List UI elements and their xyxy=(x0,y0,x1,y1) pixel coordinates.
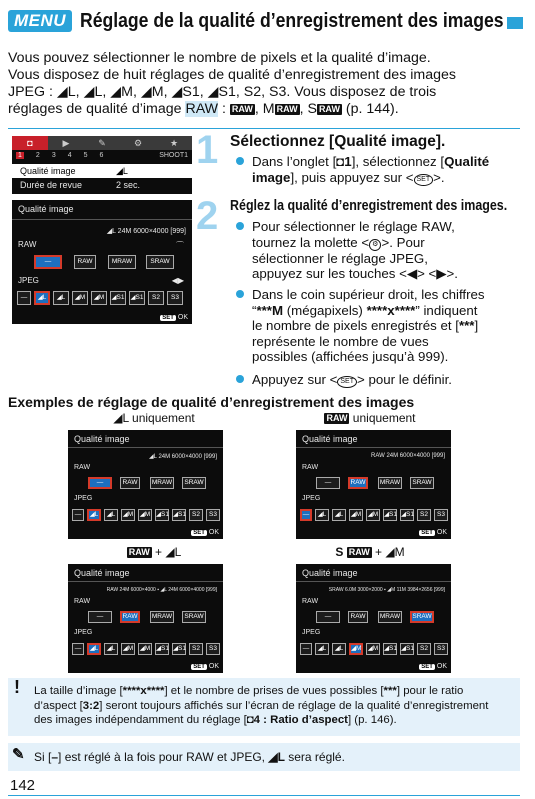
jpeg-option[interactable]: S3 xyxy=(206,643,220,655)
jpeg-option[interactable]: S2 xyxy=(417,509,431,521)
jpeg-option[interactable]: ◢S1 xyxy=(129,291,145,305)
raw-option[interactable]: MRAW xyxy=(150,611,174,623)
jpeg-option[interactable]: — xyxy=(300,643,312,655)
main-dial-icon: ⚙ xyxy=(369,239,381,251)
jpeg-option[interactable]: ◢M xyxy=(72,291,88,305)
caution-icon: ! xyxy=(14,677,20,697)
example-caption: ◢L uniquement xyxy=(113,411,195,425)
tab-number-row xyxy=(16,152,188,159)
raw-option[interactable]: — xyxy=(316,477,340,489)
set-ok-button[interactable]: SET OK xyxy=(421,663,447,670)
page-title: Réglage de la qualité d’enregistrement des images xyxy=(80,9,504,32)
mymenu-tab-icon[interactable]: ★ xyxy=(169,138,179,148)
divider xyxy=(12,219,192,220)
jpeg-option[interactable]: ◢S1 xyxy=(155,643,169,655)
jpeg-option[interactable]: ◢S1 xyxy=(110,291,126,305)
example-caption: RAW uniquement xyxy=(326,411,416,425)
memo-note: ✎ Si [–] est réglé à la fois pour RAW et JPEG, ◢L sera réglé. xyxy=(8,743,520,771)
jpeg-option[interactable]: S3 xyxy=(206,509,220,521)
step-heading: Sélectionnez [Qualité image]. xyxy=(230,133,446,150)
jpeg-option[interactable]: ◢M xyxy=(91,291,107,305)
tool-tab-icon[interactable]: ✎ xyxy=(98,138,106,148)
quality-info: ◢L 24M 6000×4000 [999] xyxy=(106,228,186,235)
examples-heading: Exemples de réglage de qualité d’enregistrement des images xyxy=(8,394,415,410)
bullet-dot-icon xyxy=(236,375,244,383)
raw-highlight: RAW xyxy=(185,101,219,117)
jpeg-option[interactable]: ◢L xyxy=(332,643,346,655)
jpeg-option[interactable]: ◢M xyxy=(349,509,363,521)
step-heading: Réglez la qualité d’enregistrement des images. xyxy=(230,198,508,214)
raw-icon: RAW xyxy=(318,104,340,114)
menu-badge: MENU xyxy=(8,10,72,32)
jpeg-option[interactable]: ◢L xyxy=(332,509,346,521)
tab-number[interactable]: 3 xyxy=(51,152,56,159)
raw-icon: RAW xyxy=(276,104,298,114)
example-caption: S RAW + ◢M xyxy=(335,545,405,559)
caution-note: ! La taille d’image [****x****] et le nombre de prises de vues possibles [***] pour le ratio d’aspect [3:2] seront toujours affichés sur l’écran de réglage de la qualité d’enregistrement des images indépendamment du réglage [◘4 : Ratio d’aspect] (p. 146). xyxy=(8,678,520,736)
jpeg-option[interactable]: ◢S1 xyxy=(383,509,397,521)
jpeg-label: JPEG xyxy=(18,276,39,285)
jpeg-option[interactable]: ◢L xyxy=(34,291,50,305)
step1-bullet: Dans l’onglet [◘1], sélectionnez [Qualité image], puis appuyez sur < SET >. xyxy=(252,154,522,186)
jpeg-option[interactable]: ◢S1 xyxy=(172,643,186,655)
memo-icon: ✎ xyxy=(12,746,25,763)
jpeg-option[interactable]: ◢M xyxy=(138,509,152,521)
raw-option[interactable]: SRAW xyxy=(410,477,434,489)
raw-option[interactable]: MRAW xyxy=(150,477,174,489)
raw-option[interactable]: SRAW xyxy=(182,611,206,623)
raw-icon: RAW xyxy=(231,104,253,114)
jpeg-option[interactable]: ◢M xyxy=(366,509,380,521)
set-ok-button[interactable]: SET OK xyxy=(162,314,188,321)
step2-bullet: Appuyez sur < SET > pour le définir. xyxy=(252,372,524,388)
jpeg-option[interactable]: ◢L xyxy=(53,291,69,305)
raw-option-sraw[interactable]: SRAW xyxy=(146,255,174,269)
example-screen-sraw-plus-jpeg: Qualité image SRAW 6.0M 3000×2000 ▪ ◢M 11M 3984×2656 [999] RAW — RAW MRAW SRAW JPEG — ◢L ◢L ◢M ◢M ◢S1 ◢S1 S2 S3 SET OK xyxy=(296,564,451,673)
example-screen-jpeg-only: Qualité image ◢L 24M 6000×4000 [999] RAW — RAW MRAW SRAW JPEG — ◢L ◢L ◢M ◢M ◢S1 ◢S1 S2 S3 SET OK xyxy=(68,430,223,539)
jpeg-option[interactable]: ◢S1 xyxy=(400,643,414,655)
raw-option[interactable]: RAW xyxy=(348,477,368,489)
jpeg-option[interactable]: S3 xyxy=(167,291,183,305)
quality-screen xyxy=(12,200,192,324)
jpeg-option[interactable]: ◢L xyxy=(315,509,329,521)
jpeg-option[interactable]: ◢S1 xyxy=(400,509,414,521)
step-number: 2 xyxy=(196,194,219,238)
bullet-dot-icon xyxy=(236,290,244,298)
bullet-dot-icon xyxy=(236,157,244,165)
raw-label: RAW xyxy=(18,240,37,249)
jpeg-option[interactable]: ◢L xyxy=(87,509,101,521)
example-screen-raw-plus-jpeg: Qualité image RAW 24M 6000×4000 ▪ ◢L 24M 6000×4000 [999] RAW — RAW MRAW SRAW JPEG — ◢L ◢L ◢M ◢M ◢S1 ◢S1 S2 S3 SET OK xyxy=(68,564,223,673)
shooting-tab-icon[interactable]: ◘ xyxy=(12,136,48,150)
example-screen-raw-only: Qualité image RAW 24M 6000×4000 [999] RAW — RAW MRAW SRAW JPEG — ◢L ◢L ◢M ◢M ◢S1 ◢S1 S2 S3 SET OK xyxy=(296,430,451,539)
setup-tab-icon[interactable]: ⚙ xyxy=(133,138,143,148)
set-button-icon: SET xyxy=(337,376,357,388)
left-right-arrow-icon: ◀▶ xyxy=(171,276,184,285)
jpeg-option[interactable]: ◢L xyxy=(104,509,118,521)
raw-option[interactable]: RAW xyxy=(120,611,140,623)
page-number: 142 xyxy=(10,777,36,794)
raw-option[interactable]: — xyxy=(88,611,112,623)
jpeg-option[interactable]: S2 xyxy=(417,643,431,655)
tab-label: SHOOT1 xyxy=(159,152,188,159)
dial-icon: ⌒ xyxy=(176,241,184,250)
page-header xyxy=(8,8,527,34)
example-caption: RAW + ◢L xyxy=(128,545,182,559)
menu-item-image-quality[interactable]: Qualité image ◢L xyxy=(12,164,192,178)
jpeg-option[interactable]: S3 xyxy=(434,509,448,521)
intro-line: réglages de qualité d’image RAW : RAW , M RAW , S RAW (p. 144). xyxy=(8,101,399,117)
camera-menu-screen xyxy=(12,136,192,194)
header-square-icon xyxy=(507,17,523,29)
raw-option[interactable]: — xyxy=(316,611,340,623)
raw-option[interactable]: RAW xyxy=(348,611,368,623)
raw-option-mraw[interactable]: MRAW xyxy=(108,255,136,269)
jpeg-option[interactable]: S2 xyxy=(189,643,203,655)
divider xyxy=(8,128,520,129)
jpeg-option[interactable]: ◢S1 xyxy=(155,509,169,521)
tab-number[interactable]: 2 xyxy=(35,152,40,159)
jpeg-option[interactable]: S2 xyxy=(148,291,164,305)
jpeg-option[interactable]: — xyxy=(72,509,84,521)
raw-option[interactable]: RAW xyxy=(120,477,140,489)
jpeg-option[interactable]: ◢S1 xyxy=(172,509,186,521)
intro-line: Vous disposez de huit réglages de qualité d’enregistrement des images xyxy=(8,67,456,83)
raw-option-none[interactable]: — xyxy=(34,255,62,269)
set-ok-button[interactable]: SET OK xyxy=(193,663,219,670)
step2-bullet: Pour sélectionner le réglage RAW, tournez la molette < ⚙ >. Pour sélectionner le réglage JPEG, appuyez sur les touches <◀> <▶>. xyxy=(252,219,524,282)
jpeg-option[interactable]: ◢M xyxy=(138,643,152,655)
jpeg-option[interactable]: ◢M xyxy=(121,509,135,521)
jpeg-option[interactable]: — xyxy=(300,509,312,521)
step2-bullet: Dans le coin supérieur droit, les chiffres “***M (mégapixels) ****x****” indiquent le nombre de pixels enregistrés et [***] représente le nombre de vues possibles (affichées jusqu’à 999). xyxy=(252,287,524,365)
playback-tab-icon[interactable]: ▶ xyxy=(62,138,70,148)
menu-tab-bar xyxy=(12,136,192,150)
raw-option[interactable]: MRAW xyxy=(378,611,402,623)
intro-paragraph xyxy=(8,50,528,118)
jpeg-option[interactable]: ◢S1 xyxy=(383,643,397,655)
set-ok-button[interactable]: SET OK xyxy=(193,529,219,536)
raw-option[interactable]: SRAW xyxy=(182,477,206,489)
set-ok-button[interactable]: SET OK xyxy=(421,529,447,536)
jpeg-option[interactable]: — xyxy=(17,291,31,305)
tab-number[interactable]: 1 xyxy=(18,152,22,159)
jpeg-option[interactable]: ◢L xyxy=(87,643,101,655)
menu-item-review-time[interactable]: Durée de revue 2 sec. xyxy=(20,180,141,190)
step-number: 1 xyxy=(196,128,219,172)
set-button-icon: SET xyxy=(414,174,434,186)
jpeg-option[interactable]: S3 xyxy=(434,643,448,655)
intro-line: JPEG : ◢L, ◢L, ◢M, ◢M, ◢S1, ◢S1, S2, S3. Vous disposez de trois xyxy=(8,84,437,100)
jpeg-option[interactable]: ◢L xyxy=(104,643,118,655)
tab-number[interactable]: 5 xyxy=(83,152,88,159)
jpeg-option[interactable]: ◢M xyxy=(349,643,363,655)
intro-line: Vous pouvez sélectionner le nombre de pixels et la qualité d’image. xyxy=(8,50,431,66)
raw-option-raw[interactable]: RAW xyxy=(74,255,96,269)
jpeg-option[interactable]: ◢L xyxy=(315,643,329,655)
raw-option[interactable]: SRAW xyxy=(410,611,434,623)
bullet-dot-icon xyxy=(236,222,244,230)
divider xyxy=(8,795,520,796)
screen-title: Qualité image xyxy=(18,204,74,214)
jpeg-option[interactable]: ◢M xyxy=(121,643,135,655)
tab-number[interactable]: 6 xyxy=(99,152,104,159)
raw-option[interactable]: — xyxy=(88,477,112,489)
jpeg-option[interactable]: ◢M xyxy=(366,643,380,655)
jpeg-option[interactable]: — xyxy=(72,643,84,655)
tab-number[interactable]: 4 xyxy=(67,152,72,159)
jpeg-option[interactable]: S2 xyxy=(189,509,203,521)
raw-option[interactable]: MRAW xyxy=(378,477,402,489)
